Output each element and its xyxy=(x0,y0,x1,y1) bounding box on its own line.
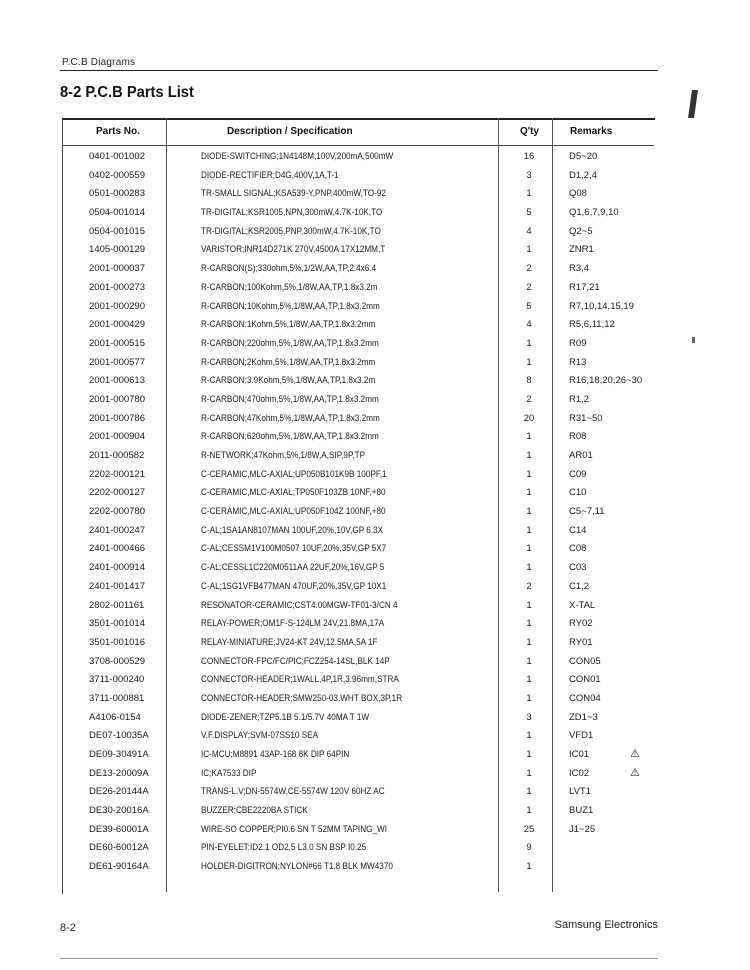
remarks-cell: R16,18,20,26~30 xyxy=(569,375,643,387)
remarks-cell: ZNR1 xyxy=(569,244,594,256)
part-number-cell: 3708-000529 xyxy=(89,655,145,667)
table-row xyxy=(62,298,654,317)
remarks-cell: ZD1~3 xyxy=(569,711,598,723)
part-number-cell: 2202-000127 xyxy=(89,487,145,499)
part-number-cell: 2001-000037 xyxy=(89,263,145,275)
table-row xyxy=(62,260,654,279)
qty-cell: 4 xyxy=(526,225,532,237)
remarks-cell: IC02 xyxy=(569,767,590,779)
qty-cell: 1 xyxy=(526,655,532,667)
table-row xyxy=(62,148,654,167)
description-cell: DIODE-ZENER;TZP5.1B 5.1/5.7V 40MA T 1W xyxy=(201,711,370,723)
qty-cell: 1 xyxy=(526,337,532,349)
description-cell: R-CARBON;47Kohm,5%,1/8W,AA,TP,1.8x3.2mm xyxy=(201,412,380,424)
table-row xyxy=(62,466,654,485)
table-row xyxy=(62,354,654,373)
table-row xyxy=(62,447,654,466)
table-body xyxy=(62,148,654,877)
remarks-cell: D1,2,4 xyxy=(569,169,597,181)
description-cell: CONNECTOR-HEADER;1WALL,4P,1R,3.96mm,STRA xyxy=(201,674,399,686)
qty-cell: 1 xyxy=(526,356,532,368)
qty-cell: 1 xyxy=(526,730,532,742)
description-cell: PIN-EYELET;ID2.1 OD2.5 L3.0 SN BSP I0.25 xyxy=(201,842,367,854)
part-number-cell: 3711-000240 xyxy=(89,674,145,686)
part-number-cell: DE60-60012A xyxy=(89,842,149,854)
part-number-cell: 2401-000914 xyxy=(89,562,145,574)
table-row xyxy=(62,167,654,186)
remarks-cell: R31~50 xyxy=(569,412,603,424)
description-cell: C-AL;1SA1AN8107MAN 100UF,20%,10V,GP 6.3X xyxy=(201,524,384,536)
remarks-cell: R3,4 xyxy=(569,263,590,275)
remarks-cell: CON01 xyxy=(569,674,601,686)
table-row xyxy=(62,335,654,354)
part-number-cell: 2001-000515 xyxy=(89,337,145,349)
description-cell: TR-DIGITAL;KSR1005,NPN,300mW,4.7K-10K,TO xyxy=(201,207,383,219)
remarks-cell: D5~20 xyxy=(569,151,598,162)
description-cell: R-CARBON;10Kohm,5%,1/8W,AA,TP,1.8x3.2mm xyxy=(201,300,380,312)
table-row xyxy=(62,484,654,503)
description-cell: C-CERAMIC,MLC-AXIAL;UP050B101K9B 100PF,1 xyxy=(201,468,387,480)
part-number-cell: 2001-000290 xyxy=(89,300,145,312)
qty-cell: 3 xyxy=(526,711,532,723)
remarks-cell: C09 xyxy=(569,468,587,480)
table-row xyxy=(62,709,654,728)
description-cell: VARISTOR;INR14D271K 270V,4500A 17X12MM,T xyxy=(201,244,386,256)
table-row xyxy=(62,410,654,429)
qty-cell: 1 xyxy=(526,562,532,574)
qty-cell: 1 xyxy=(526,506,532,518)
qty-cell: 1 xyxy=(526,767,532,779)
remarks-cell: X-TAL xyxy=(569,599,596,611)
remarks-cell: C14 xyxy=(569,524,587,536)
qty-cell: 1 xyxy=(526,431,532,443)
qty-cell: 1 xyxy=(526,636,532,648)
company-name: Samsung Electronics xyxy=(554,919,658,931)
description-cell: R-NETWORK;47Kohm,5%,1/8W,A,SIP,9P,TP xyxy=(201,450,366,461)
part-number-cell: 2401-001417 xyxy=(89,580,145,592)
qty-cell: 8 xyxy=(526,375,532,387)
column-header-qty: Q'ty xyxy=(520,126,540,137)
part-number-cell: 2001-000429 xyxy=(89,319,145,331)
description-cell: RELAY-MINIATURE;JV24-KT 24V,12.5MA,5A 1F xyxy=(201,636,378,648)
part-number-cell: 2401-000466 xyxy=(89,543,145,555)
description-cell: C-AL;CESSL1C220M0511AA 22UF,20%,16V,GP 5 xyxy=(201,562,385,574)
table-row xyxy=(62,597,654,616)
qty-cell: 16 xyxy=(523,151,535,162)
table-row xyxy=(62,578,654,597)
remarks-cell: AR01 xyxy=(569,450,593,461)
remarks-cell: C03 xyxy=(569,562,587,574)
table-row xyxy=(62,858,654,877)
part-number-cell: 1405-000129 xyxy=(89,244,145,256)
part-number-cell: 0504-001015 xyxy=(89,225,145,237)
part-number-cell: 2001-000786 xyxy=(89,412,145,424)
part-number-cell: DE26-20144A xyxy=(89,786,149,798)
table-row xyxy=(62,391,654,410)
table-row xyxy=(62,428,654,447)
remarks-cell: Q1,6,7,9,10 xyxy=(569,207,619,219)
qty-cell: 5 xyxy=(526,300,532,312)
footer-divider xyxy=(60,958,658,959)
part-number-cell: 2001-000577 xyxy=(89,356,145,368)
table-row xyxy=(62,653,654,672)
description-cell: IC;KA7533 DIP xyxy=(201,767,257,779)
description-cell: TRANS-L.V;DN-5574W,CE-5574W 120V 60HZ AC xyxy=(201,786,385,798)
chapter-header: P.C.B Diagrams xyxy=(62,57,136,68)
table-row xyxy=(62,783,654,802)
description-cell: CONNECTOR-HEADER;SMW250-03,WHT BOX,3P,1R xyxy=(201,692,403,704)
description-cell: R-CARBON;1Kohm,5%,1/8W,AA,TP,1.8x3.2mm xyxy=(201,319,376,331)
qty-cell: 1 xyxy=(526,599,532,611)
part-number-cell: 2001-000613 xyxy=(89,375,145,387)
qty-cell: 4 xyxy=(526,319,532,331)
table-row xyxy=(62,279,654,298)
remarks-cell: R17,21 xyxy=(569,281,600,293)
part-number-cell: 2011-000582 xyxy=(89,450,145,461)
description-cell: R-CARBON;3.9Kohm,5%,1/8W,AA,TP,1.8x3.2m xyxy=(201,375,376,387)
description-cell: RESONATOR-CERAMIC;CST4.00MGW-TF01-3/CN 4 xyxy=(201,599,398,611)
part-number-cell: DE09-30491A xyxy=(89,749,149,760)
scan-artifact-mark xyxy=(688,90,698,118)
part-number-cell: DE13-20009A xyxy=(89,767,149,779)
qty-cell: 25 xyxy=(523,823,535,835)
remarks-cell: R08 xyxy=(569,431,587,443)
description-cell: R-CARBON(S);330ohm,5%,1/2W,AA,TP,2.4x6.4 xyxy=(201,263,377,275)
remarks-cell: LVT1 xyxy=(569,786,592,798)
column-header-parts-no: Parts No. xyxy=(96,126,140,137)
description-cell: R-CARBON;100Kohm,5%,1/8W,AA,TP,1.8x3.2m xyxy=(201,281,378,293)
part-number-cell: 2802-001161 xyxy=(89,599,145,611)
description-cell: IC-MCU;M8891 43AP-168 8K DIP 64PIN xyxy=(201,749,350,760)
qty-cell: 1 xyxy=(526,749,532,760)
remarks-cell: CON05 xyxy=(569,655,601,667)
qty-cell: 1 xyxy=(526,524,532,536)
column-header-remarks: Remarks xyxy=(570,126,613,137)
part-number-cell: DE30-20016A xyxy=(89,805,149,817)
warning-icon: ⚠ xyxy=(630,766,640,779)
part-number-cell: 3501-001014 xyxy=(89,618,145,630)
description-cell: BUZZER;CBE2220BA STICK xyxy=(201,805,308,817)
remarks-cell: VFD1 xyxy=(569,730,594,742)
remarks-cell: J1~25 xyxy=(569,823,596,835)
table-row xyxy=(62,839,654,858)
remarks-cell: RY02 xyxy=(569,618,593,630)
table-row xyxy=(62,204,654,223)
part-number-cell: 0504-001014 xyxy=(89,207,145,219)
description-cell: DIODE-SWITCHING;1N4148M,100V,200mA,500mW xyxy=(201,151,394,162)
description-cell: DIODE-RECTIFIER;D4G,400V,1A,T-1 xyxy=(201,169,339,181)
part-number-cell: 2202-000780 xyxy=(89,506,145,518)
part-number-cell: 2001-000273 xyxy=(89,281,145,293)
part-number-cell: 0402-000559 xyxy=(89,169,145,181)
table-row xyxy=(62,223,654,242)
description-cell: CONNECTOR-FPC/FC/PIC;FCZ254-14SL,BLK 14P xyxy=(201,655,390,667)
remarks-cell: C08 xyxy=(569,543,587,555)
table-row xyxy=(62,503,654,522)
remarks-cell: R1,2 xyxy=(569,393,590,405)
qty-cell: 1 xyxy=(526,450,532,461)
qty-cell: 1 xyxy=(526,674,532,686)
qty-cell: 1 xyxy=(526,805,532,817)
part-number-cell: 2001-000780 xyxy=(89,393,145,405)
table-row xyxy=(62,316,654,335)
table-row xyxy=(62,540,654,559)
remarks-cell: R13 xyxy=(569,356,587,368)
table-row xyxy=(62,185,654,204)
part-number-cell: 3711-000881 xyxy=(89,692,145,704)
qty-cell: 1 xyxy=(526,188,532,200)
page-title: 8-2 P.C.B Parts List xyxy=(60,84,194,101)
qty-cell: 1 xyxy=(526,861,532,873)
table-row xyxy=(62,522,654,541)
description-cell: WIRE-SO COPPER;PI0.6 SN T 52MM TAPING_WI xyxy=(201,823,387,835)
remarks-cell: R7,10,14,15,19 xyxy=(569,300,634,312)
remarks-cell: IC01 xyxy=(569,749,590,760)
description-cell: HOLDER-DIGITRON;NYLON#66 T1.8 BLK MW4370 xyxy=(201,861,393,873)
page-number: 8-2 xyxy=(60,922,76,934)
description-cell: C-CERAMIC,MLC-AXIAL;TP050F103ZB 10NF,+80 xyxy=(201,487,386,499)
qty-cell: 1 xyxy=(526,786,532,798)
part-number-cell: 2401-000247 xyxy=(89,524,145,536)
part-number-cell: 0501-000283 xyxy=(89,188,145,200)
qty-cell: 3 xyxy=(526,169,532,181)
description-cell: TR-DIGITAL;KSR2005,PNP,300mW,4.7K-10K,TO xyxy=(201,225,381,237)
description-cell: C-CERAMIC,MLC-AXIAL;UP050F104Z 100NF,+80 xyxy=(201,506,386,518)
table-row xyxy=(62,746,654,765)
table-row xyxy=(62,802,654,821)
part-number-cell: 3501-001016 xyxy=(89,636,145,648)
table-header xyxy=(62,122,654,144)
part-number-cell: 2202-000121 xyxy=(89,468,145,480)
remarks-cell: R09 xyxy=(569,337,587,349)
table-row xyxy=(62,727,654,746)
table-row xyxy=(62,372,654,391)
table-row xyxy=(62,671,654,690)
description-cell: R-CARBON;470ohm,5%,1/8W,AA,TP,1.8x3.2mm xyxy=(201,393,379,405)
part-number-cell: 0401-001002 xyxy=(89,151,145,162)
part-number-cell: DE61-90164A xyxy=(89,861,149,873)
table-row xyxy=(62,559,654,578)
table-row xyxy=(62,241,654,260)
description-cell: C-AL;CESSM1V100M0507 10UF,20%,35V,GP 5X7 xyxy=(201,543,387,555)
remarks-cell: C1,2 xyxy=(569,580,590,592)
qty-cell: 2 xyxy=(526,281,532,293)
qty-cell: 2 xyxy=(526,393,532,405)
remarks-cell: RY01 xyxy=(569,636,593,648)
qty-cell: 1 xyxy=(526,244,532,256)
qty-cell: 1 xyxy=(526,692,532,704)
remarks-cell: CON04 xyxy=(569,692,601,704)
table-row xyxy=(62,615,654,634)
part-number-cell: DE39-60001A xyxy=(89,823,149,835)
description-cell: R-CARBON;2Kohm,5%,1/8W,AA,TP,1.8x3.2mm xyxy=(201,356,376,368)
description-cell: R-CARBON;220ohm,5%,1/8W,AA,TP,1.8x3.2mm xyxy=(201,337,379,349)
qty-cell: 2 xyxy=(526,580,532,592)
warning-icon: ⚠ xyxy=(630,748,640,760)
qty-cell: 20 xyxy=(523,412,535,424)
qty-cell: 1 xyxy=(526,468,532,480)
part-number-cell: 2001-000904 xyxy=(89,431,145,443)
qty-cell: 1 xyxy=(526,543,532,555)
part-number-cell: DE07-10035A xyxy=(89,730,149,742)
description-cell: RELAY-POWER;OM1F-S-124LM 24V,21.8MA,17A xyxy=(201,618,385,630)
remarks-cell: Q08 xyxy=(569,188,587,200)
qty-cell: 5 xyxy=(526,207,532,219)
table-row xyxy=(62,765,654,784)
description-cell: V.F.DISPLAY;SVM-07SS10 SEA xyxy=(201,730,319,742)
qty-cell: 2 xyxy=(526,263,532,275)
header-divider xyxy=(60,70,658,71)
qty-cell: 1 xyxy=(526,487,532,499)
remarks-cell: BUZ1 xyxy=(569,805,594,817)
remarks-cell: C10 xyxy=(569,487,587,499)
description-cell: TR-SMALL SIGNAL;KSA539-Y,PNP,400mW,TO-92 xyxy=(201,188,386,200)
description-cell: R-CARBON;620ohm,5%,1/8W,AA,TP,1.8x3.2mm xyxy=(201,431,379,443)
remarks-cell: R5,6,11,12 xyxy=(569,319,615,331)
header-rule xyxy=(62,145,654,146)
part-number-cell: A4106-0154 xyxy=(89,711,141,723)
description-cell: C-AL;1SG1VFB477MAN 470UF,20%,35V,GP 10X1 xyxy=(201,580,387,592)
remarks-cell: C5~7,11 xyxy=(569,506,605,518)
scan-artifact-dot xyxy=(692,337,695,343)
column-header-description: Description / Specification xyxy=(227,126,353,137)
remarks-cell: Q2~5 xyxy=(569,225,593,237)
qty-cell: 1 xyxy=(526,618,532,630)
table-row xyxy=(62,634,654,653)
qty-cell: 9 xyxy=(526,842,532,854)
table-row xyxy=(62,821,654,840)
table-row xyxy=(62,690,654,709)
